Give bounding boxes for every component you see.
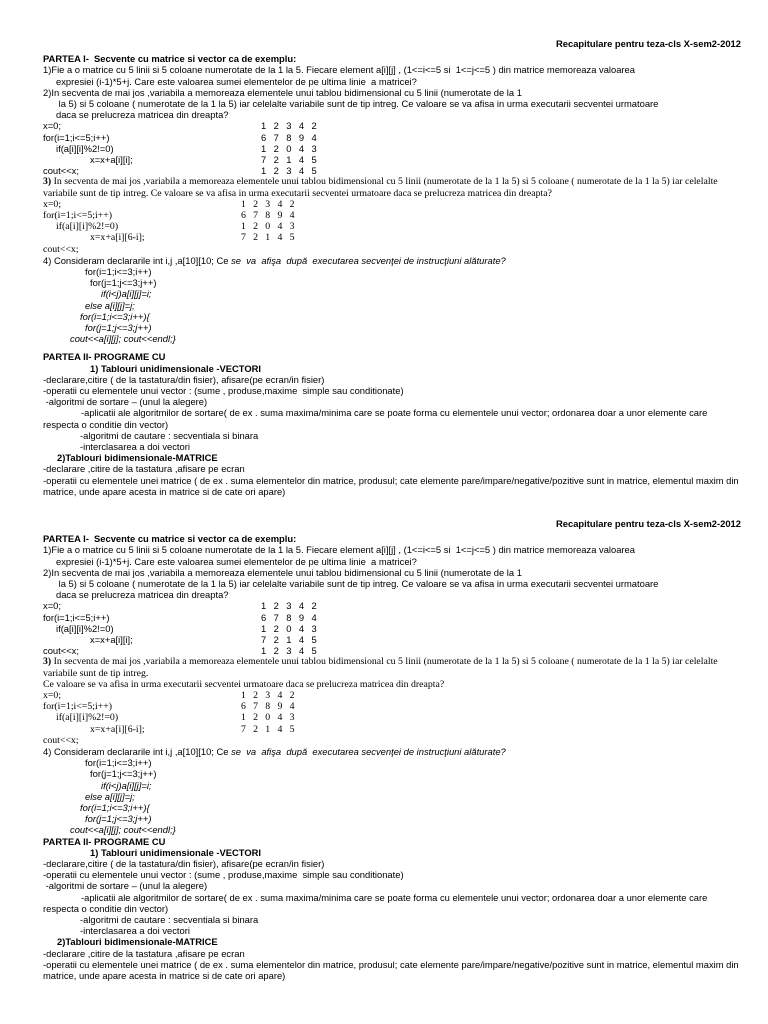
page-title: Recapitulare pentru teza-cls X-sem2-2012 [556, 518, 741, 529]
code-line: cout<<a[i][j]; cout<<endl;} [70, 824, 176, 836]
q2-code-row [43, 165, 743, 176]
q1-line-1: 1)Fie a o matrice cu 5 linii si 5 coloane numerotate de la 1 la 5. Fiecare element a[i][j] , (1<=i<=5 si 1<=j<=5 ) din matrice memoreaza valoarea [43, 64, 635, 76]
code-line: for(i=1;i<=5;i++) [43, 611, 110, 623]
q2-code-row [43, 143, 743, 154]
matrix-row: 7 2 1 4 5 [261, 153, 320, 165]
code-line: for(i=1;i<=3;i++) [85, 757, 152, 769]
code-line: x=0; [43, 689, 62, 701]
matrix-row: 1 2 3 4 5 [261, 165, 320, 177]
list-item: -interclasarea a doi vectori [80, 440, 190, 452]
list-item: -algoritmi de cautare : secventiala si binara [80, 429, 259, 441]
q3-code-row [43, 232, 743, 243]
code-line: else a[i][j]=j; [85, 790, 135, 802]
q2-line-2: la 5) si 5 coloane ( numerotate de la 1 la 5) iar celelalte variabile sunt de tip intreg. Ce valoare se va afisa in urma executarii secventei urmatoare [56, 578, 659, 590]
q2-code-row [43, 154, 743, 165]
code-line: cout<<a[i][j]; cout<<endl;} [70, 333, 176, 345]
code-line: if(i<j)a[i][j]=i; [101, 779, 152, 791]
list-item: -aplicatii ale algoritmilor de sortare( de ex . suma maxima/minima care se poate forma cu elementele unui vector; ordonarea doar a unor elemente care respecta o conditie din vector) [43, 407, 708, 430]
q4-line [43, 255, 743, 266]
list-item: -operatii cu elementele unui vector : (sume , produse,maxime simple sau conditionate) [43, 384, 404, 396]
q2-code-row [43, 645, 743, 656]
code-line: cout<<x; [43, 645, 79, 657]
code-line: x=0; [43, 600, 61, 612]
matrix-row: 7 2 1 4 5 [241, 723, 297, 735]
matrix-row: 1 2 3 4 2 [241, 689, 297, 701]
q2-code-row [43, 634, 743, 645]
q3-question: Ce valoare se va afisa in urma executarii secventei urmatoare daca se prelucreza matricea din dreapta? [43, 678, 445, 690]
q3-number: 3) [43, 656, 52, 668]
code-line: cout<<x; [43, 243, 79, 255]
q2-code-row [43, 623, 743, 634]
q3-number: 3) [43, 176, 52, 188]
code-line: for(i=1;i<=3;i++){ [80, 801, 150, 813]
list-item: -interclasarea a doi vectori [80, 925, 190, 937]
q3-code-row [43, 210, 743, 221]
q3-body: In secventa de mai jos ,variabila a memoreaza elementele unui tablou bidimensional cu 5 linii (numerotate de la 1 la 5) si 5 coloane ( numerotate de la 1 la 5) iar celelalte variabile sunt de tip intreg. [43, 656, 718, 679]
code-line: for(j=1;j<=3;j++) [85, 321, 152, 333]
q2-code-row [43, 120, 743, 131]
q2-line-1: 2)In secventa de mai jos ,variabila a memoreaza elementele unui tablou bidimensional cu 5 linii (numerotate de la 1 [43, 566, 522, 578]
code-line: x=x+a[i][i]; [90, 633, 133, 645]
code-line: if(i<j)a[i][j]=i; [101, 288, 152, 300]
vectors-heading: 1) Tablouri unidimensionale -VECTORI [90, 362, 262, 374]
matrix-row: 1 2 0 4 3 [241, 221, 297, 233]
q2-line-1: 2)In secventa de mai jos ,variabila a memoreaza elementele unui tablou bidimensional cu 5 linii (numerotate de la 1 [43, 86, 522, 98]
part-1-heading: PARTEA I- Secvente cu matrice si vector ca de exemplu: [43, 53, 297, 65]
part-1-heading: PARTEA I- Secvente cu matrice si vector ca de exemplu: [43, 533, 297, 545]
code-line: x=0; [43, 198, 62, 210]
q1-line-2: expresiei (i-1)*5+j. Care este valoarea sumei elementelor de pe ultima linie a matricei? [56, 555, 417, 567]
code-line: if(a[i][i]%2!=0) [56, 712, 119, 724]
part-2-heading: PARTEA II- PROGRAME CU [43, 835, 166, 847]
list-item: -algoritmi de sortare – (unul la alegere) [43, 880, 208, 892]
q3-code-row [43, 701, 743, 712]
matrix-row: 1 2 3 4 2 [261, 600, 320, 612]
list-item: -declarare ,citire de la tastatura ,afisare pe ecran [43, 947, 245, 959]
matrix-row: 7 2 1 4 5 [241, 232, 297, 244]
q4-plain: 4) Consideram declararile int i,j ,a[10][10; Ce [43, 745, 232, 757]
q2-line-2: la 5) si 5 coloane ( numerotate de la 1 la 5) iar celelalte variabile sunt de tip intreg. Ce valoare se va afisa in urma executarii secventei urmatoare [56, 98, 659, 110]
code-line: for(i=1;i<=5;i++) [43, 131, 110, 143]
q3-code-row [43, 712, 743, 723]
q2-code-row [43, 612, 743, 623]
part-2-heading: PARTEA II- PROGRAME CU [43, 351, 166, 363]
q4-plain: 4) Consideram declararile int i,j ,a[10][10; Ce [43, 254, 232, 266]
code-line: x=0; [43, 120, 61, 132]
code-line: for(j=1;j<=3;j++) [90, 277, 157, 289]
q3-text [43, 176, 743, 198]
q4-italic: se va afişa după executarea secvenţei de instrucţiuni alăturate? [231, 254, 506, 266]
code-line: cout<<x; [43, 165, 79, 177]
code-line: else a[i][j]=j; [85, 299, 135, 311]
code-line: x=x+a[i][6-i]; [90, 232, 145, 244]
q2-line-3: daca se prelucreza matricea din dreapta? [56, 109, 229, 121]
list-item: -declarare,citire ( de la tastatura/din fisier), afisare(pe ecran/in fisier) [43, 373, 325, 385]
code-line: for(i=1;i<=5;i++) [43, 701, 112, 713]
q3-code-row [43, 221, 743, 232]
matrix-row: 1 2 3 4 2 [261, 120, 320, 132]
list-item: -declarare,citire ( de la tastatura/din fisier), afisare(pe ecran/in fisier) [43, 857, 325, 869]
list-item: -algoritmi de sortare – (unul la alegere) [43, 396, 208, 408]
matrix-row: 6 7 8 9 4 [241, 209, 297, 221]
code-line: for(j=1;j<=3;j++) [90, 768, 157, 780]
matrix-row: 6 7 8 9 4 [241, 701, 297, 713]
q3-body: In secventa de mai jos ,variabila a memoreaza elementele unui tablou bidimensional cu 5 linii (numerotate de la 1 la 5) si 5 coloane ( numerotate de la 1 la 5) iar celelalte variabile sunt de tip intreg. Ce valoare se va afisa in urma executarii secventei urmatoare daca se prelucreza matricea din dreapta? [43, 176, 718, 199]
q4-italic: se va afişa după executarea secvenţei de instrucţiuni alăturate? [231, 745, 506, 757]
list-item: -operatii cu elementele unei matrice ( de ex . suma elementelor din matrice, produsul; cate elemente pare/impare/negative/pozitive sunt in matrice, elementul maxim din matrice, unde apare acesta in matrice si de cate ori apare) [43, 474, 739, 497]
page-title: Recapitulare pentru teza-cls X-sem2-2012 [556, 38, 741, 49]
matrix-row: 1 2 0 4 3 [261, 142, 320, 154]
vectors-heading: 1) Tablouri unidimensionale -VECTORI [90, 846, 262, 858]
q3-code-row [43, 724, 743, 735]
code-line: if(a[i][i]%2!=0) [56, 622, 114, 634]
list-item: -operatii cu elementele unui vector : (sume , produse,maxime simple sau conditionate) [43, 869, 404, 881]
q2-code-row [43, 132, 743, 143]
list-item: -declarare ,citire de la tastatura ,afisare pe ecran [43, 463, 245, 475]
list-item: -operatii cu elementele unei matrice ( de ex . suma elementelor din matrice, produsul; cate elemente pare/impare/negative/pozitive sunt in matrice, elementul maxim din matrice, unde apare acesta in matrice si de cate ori apare) [43, 958, 739, 981]
matrix-row: 6 7 8 9 4 [261, 131, 320, 143]
q3-code-row [43, 199, 743, 210]
q1-line-2: expresiei (i-1)*5+j. Care este valoarea sumei elementelor de pe ultima linie a matricei? [56, 75, 417, 87]
matrix-heading: 2)Tablouri bidimensionale-MATRICE [57, 936, 218, 948]
q1-line-1: 1)Fie a o matrice cu 5 linii si 5 coloane numerotate de la 1 la 5. Fiecare element a[i][j] , (1<=i<=5 si 1<=j<=5 ) din matrice memoreaza valoarea [43, 544, 635, 556]
list-item: -aplicatii ale algoritmilor de sortare( de ex . suma maxima/minima care se poate forma cu elementele unui vector; ordonarea doar a unor elemente care respecta o conditie din vector) [43, 891, 708, 914]
matrix-heading: 2)Tablouri bidimensionale-MATRICE [57, 452, 218, 464]
code-line: x=x+a[i][6-i]; [90, 723, 145, 735]
list-item: -algoritmi de cautare : secventiala si binara [80, 913, 259, 925]
code-line: for(j=1;j<=3;j++) [85, 813, 152, 825]
matrix-row: 1 2 3 4 2 [241, 198, 297, 210]
matrix-row: 1 2 0 4 3 [241, 712, 297, 724]
document-copy-2 [43, 518, 743, 981]
code-line: if(a[i][i]%2!=0) [56, 221, 119, 233]
matrix-row: 1 2 0 4 3 [261, 622, 320, 634]
matrix-row: 7 2 1 4 5 [261, 633, 320, 645]
q3-code-row [43, 690, 743, 701]
code-line: if(a[i][i]%2!=0) [56, 142, 114, 154]
q4-line [43, 746, 743, 757]
code-line: for(i=1;i<=3;i++) [85, 265, 152, 277]
code-line: cout<<x; [43, 734, 79, 746]
code-line: x=x+a[i][i]; [90, 153, 133, 165]
matrix-row: 6 7 8 9 4 [261, 611, 320, 623]
q2-line-3: daca se prelucreza matricea din dreapta? [56, 589, 229, 601]
code-line: for(i=1;i<=5;i++) [43, 209, 112, 221]
q2-code-row [43, 600, 743, 611]
matrix-row: 1 2 3 4 5 [261, 645, 320, 657]
code-line: for(i=1;i<=3;i++){ [80, 310, 150, 322]
document-copy-1 [43, 38, 743, 497]
q3-text [43, 656, 743, 678]
